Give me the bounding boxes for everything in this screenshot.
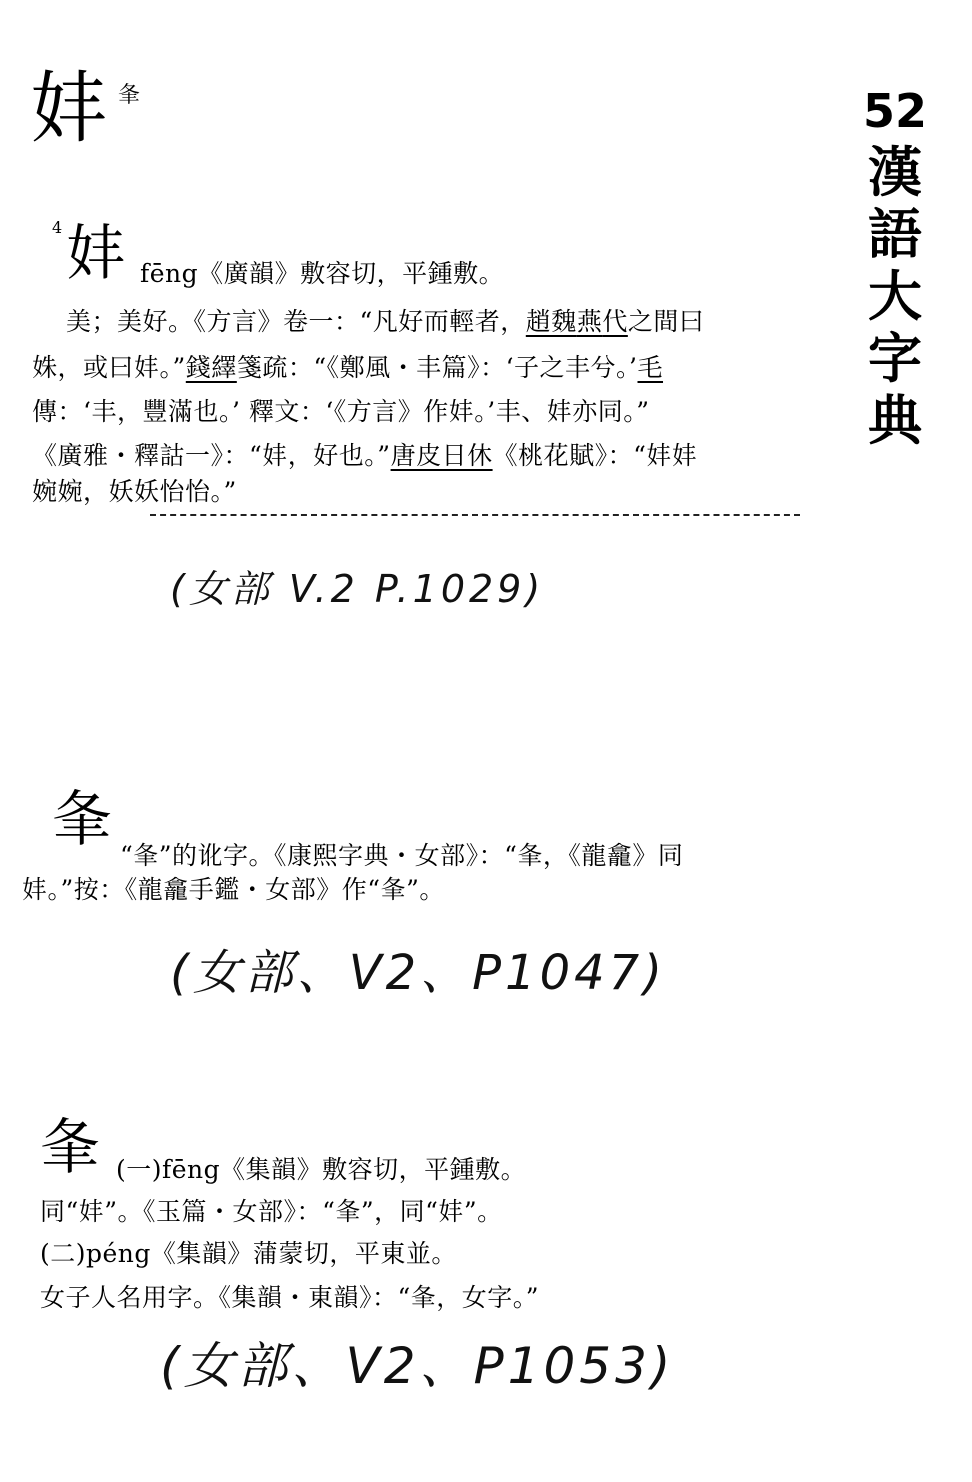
entry1-line1 bbox=[66, 298, 704, 345]
entry3-line4: 女子人名用字。《集韻・東韻》：“夆，女字。” bbox=[40, 1283, 540, 1312]
entry1-line4-b: 《桃花賦》：“妦妦 bbox=[492, 441, 698, 470]
entry1-line4-u1: 唐皮日休 bbox=[390, 441, 493, 470]
entry1-line2-a: 姝，或曰妦。” bbox=[32, 353, 186, 382]
entry1-line1-u1: 趙魏 bbox=[525, 307, 577, 336]
entry1-handnote: (女部 V.2 P.1029) bbox=[170, 567, 545, 611]
entry1-line2-b: 箋疏：“《鄭風・丰篇》：‘子之丰兮。’ bbox=[236, 353, 638, 382]
entry1-index: 4 bbox=[52, 218, 63, 237]
entry1-line1-u3: 代 bbox=[602, 307, 628, 336]
entry1-line2-u1: 錢繹 bbox=[185, 353, 237, 382]
header-note: 夆 bbox=[118, 83, 141, 108]
entry1-line3: 傳：‘丰，豐滿也。’ 釋文：‘《方言》作妦。’丰、妦亦同。” bbox=[32, 397, 650, 426]
side-title-char: 語 bbox=[868, 203, 922, 266]
entry3-line1: (一)fēng《集韻》敷容切，平鍾敷。 bbox=[116, 1155, 527, 1184]
side-title-char: 漢 bbox=[868, 141, 922, 204]
entry3-line2: 同“妦”。《玉篇・女部》：“夆”，同“妦”。 bbox=[40, 1197, 503, 1226]
divider bbox=[150, 514, 800, 516]
entry2-headchar: 夆 bbox=[52, 785, 112, 855]
entry1-line5: 婉婉，妖妖怡怡。” bbox=[32, 477, 237, 506]
header-char: 妦 bbox=[30, 64, 109, 154]
entry3-handnote: (女部、V2、P1053) bbox=[160, 1337, 675, 1395]
entry3-line3: (二)péng《集韻》蒲蒙切，平東並。 bbox=[40, 1239, 457, 1268]
entry2-line1: “夆”的讹字。《康熙字典・女部》：“夆，《龍龕》同 bbox=[120, 841, 684, 870]
side-title-char: 字 bbox=[868, 327, 922, 390]
entry2-handnote: (女部、V2、P1047) bbox=[170, 945, 666, 1001]
entry1-line1-u2: 燕 bbox=[576, 307, 603, 336]
entry1-line2 bbox=[32, 344, 663, 391]
side-title-char: 典 bbox=[868, 389, 922, 452]
entry1-line1-b: 之間曰 bbox=[627, 307, 705, 336]
entry1-line2-u2: 毛 bbox=[637, 353, 664, 382]
side-title-char: 大 bbox=[868, 265, 922, 328]
entry1-line0: fēng《廣韻》敷容切，平鍾敷。 bbox=[140, 259, 505, 288]
side-title bbox=[860, 80, 930, 452]
entry1-line1-a: 美；美好。《方言》卷一：“凡好而輕者， bbox=[66, 307, 526, 336]
side-title-number: 52 bbox=[862, 84, 927, 138]
entry1-line4-a: 《廣雅・釋詁一》：“妦，好也。” bbox=[32, 441, 391, 470]
entry2-line2: 妦。”按：《龍龕手鑑・女部》作“夆”。 bbox=[22, 875, 445, 904]
entry3-headchar: 夆 bbox=[40, 1113, 100, 1183]
entry1-headchar: 妦 bbox=[66, 219, 126, 289]
